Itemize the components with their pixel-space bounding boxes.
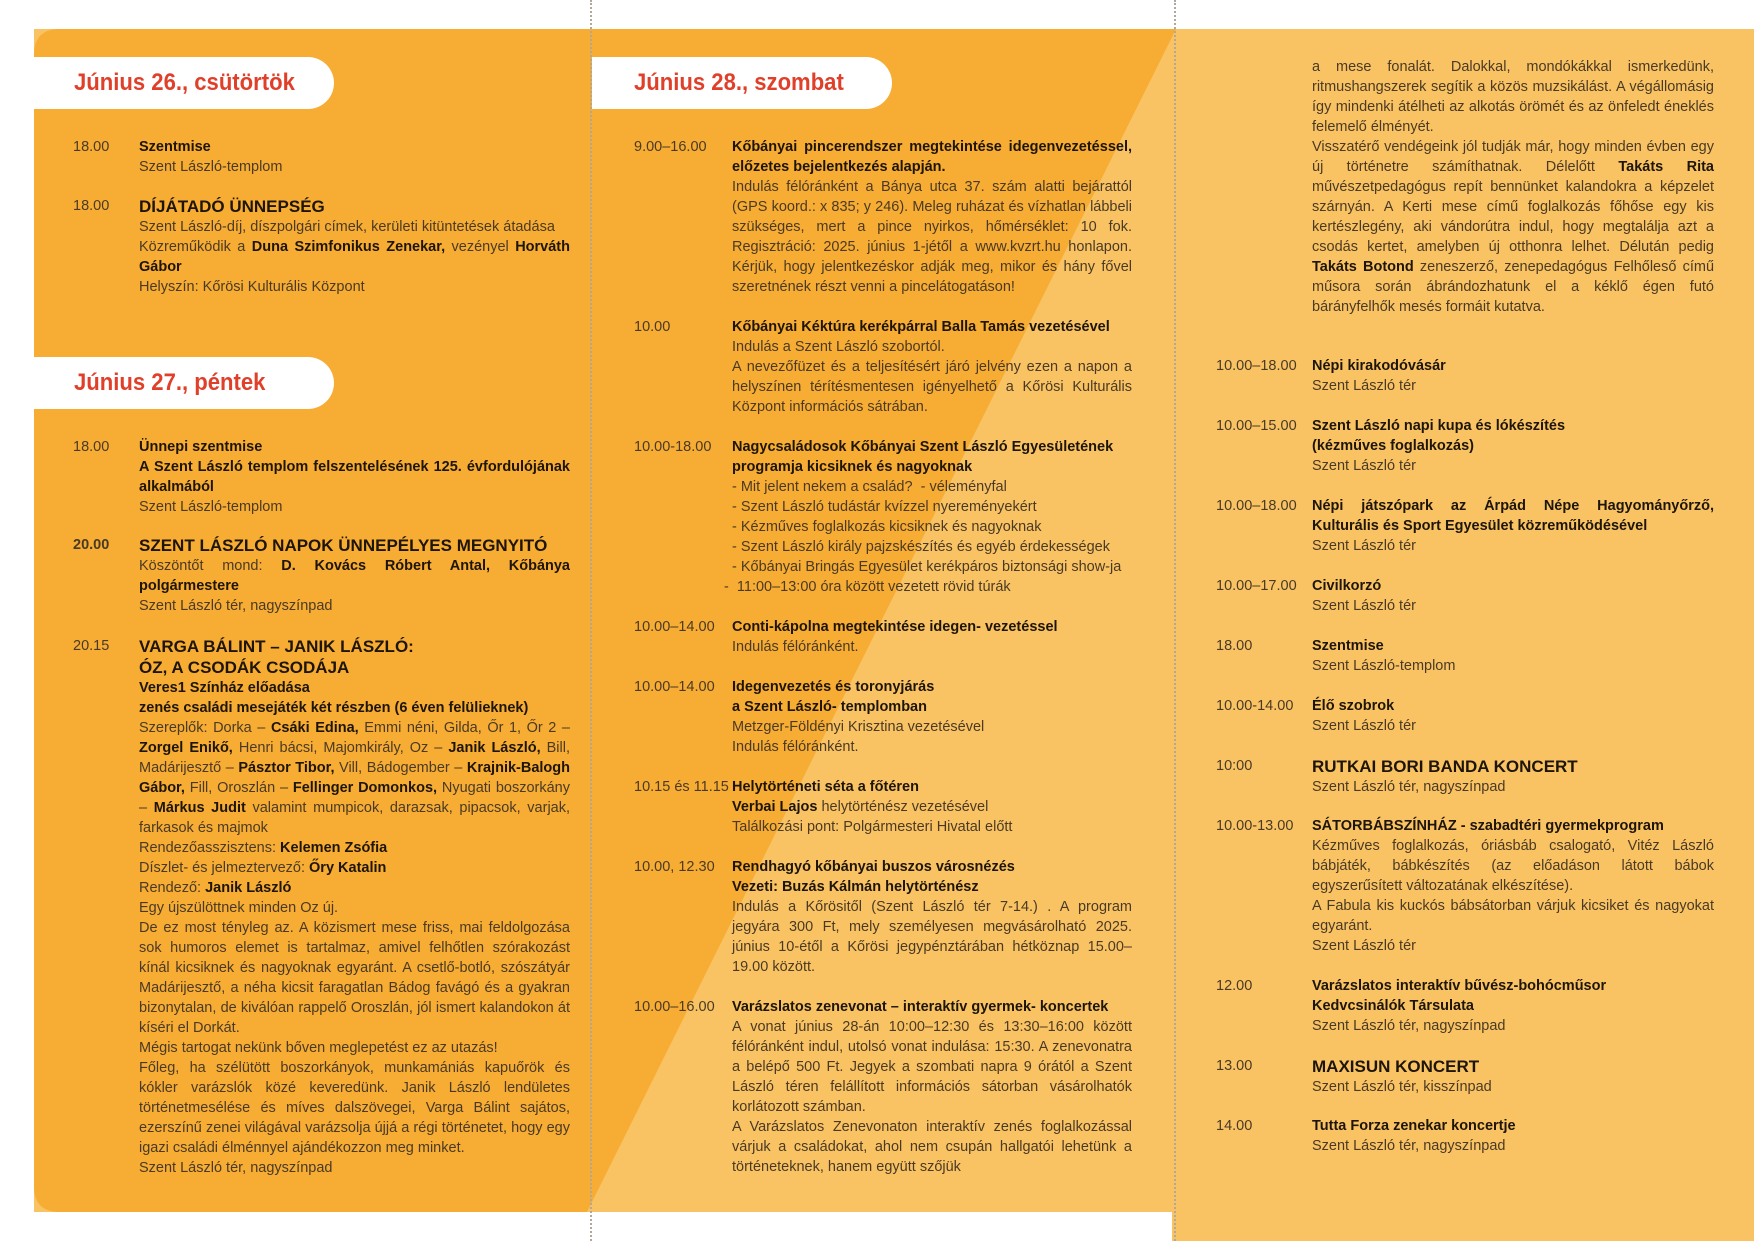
- fold-line-2: [1174, 0, 1176, 1241]
- event-text: Szent László-díj, díszpolgári címek, kerületi kitüntetések átadása: [139, 219, 555, 235]
- text-bold: Pásztor Tibor,: [238, 760, 335, 776]
- event-title: Helytörténeti séta a főtéren: [732, 779, 919, 795]
- event: [634, 777, 1132, 837]
- event-time: 12.00: [1216, 978, 1253, 994]
- event-text: A Fabula kis kuckós bábsátorban várjuk kicsiket és nagyokat egyaránt.: [1312, 898, 1714, 934]
- event-time: 18.00: [73, 439, 110, 455]
- event-time: 10.00-14.00: [1216, 698, 1294, 714]
- event-text: Indulás félóránként a Bánya utca 37. szám alatti bejárattól (GPS koord.: x 835; y 246). Meleg ruházat és vízhatlan lábbeli szükséges, mert a pince nyirkos, hőmérséklet: 10 fok. Regisztráció: 2025. június 1-jétől a www.kvzrt.hu honlapon. Kérjük, hogy jelentkezéskor adják meg, mikor és hány fővel szeretnének részt venni a pincelátogatáson!: [732, 179, 1132, 295]
- event-time: 10.00–18.00: [1216, 358, 1297, 374]
- text-part: Rendező:: [139, 880, 206, 896]
- event-time: 18.00: [73, 198, 110, 214]
- event-time: 10.00–14.00: [634, 679, 715, 695]
- event-text: [139, 237, 570, 277]
- event-text: A Varázslatos Zenevonaton interaktív zenés foglalkozással várjuk a családokat, ahol nem csupán hallgatói lehetünk a történeteknek, hanem együtt szőjük: [732, 1119, 1132, 1175]
- event-place: Szent László-templom: [139, 499, 283, 515]
- program-item: - Kézműves foglalkozás kicsiknek és nagyoknak: [732, 519, 1042, 535]
- event-title: ÓZ, A CSODÁK CSODÁJA: [139, 658, 350, 677]
- event-place: Szent László tér: [1312, 938, 1416, 954]
- event-title: Vezeti: Buzás Kálmán helytörténész: [732, 879, 979, 895]
- event: [634, 997, 1132, 1177]
- event-time: 14.00: [1216, 1118, 1253, 1134]
- continued-text: [1312, 57, 1714, 317]
- text-part: Vill, Bádogember –: [334, 760, 467, 776]
- event: [73, 636, 570, 1178]
- event: [1216, 696, 1714, 736]
- event: [73, 137, 570, 177]
- event-time: 18.00: [73, 139, 110, 155]
- event-subtitle: A Szent László templom felszentelésének 125. évfordulójának alkalmából: [139, 459, 570, 495]
- event-text: Találkozási pont: Polgármesteri Hivatal előtt: [732, 819, 1013, 835]
- event-title: Civilkorzó: [1312, 578, 1382, 594]
- event-title: Élő szobrok: [1312, 698, 1395, 714]
- event-text: A vonat június 28-án 10:00–12:30 és 13:30–16:00 között félóránként indul, utolsó vonat indulása: 15:30. A zenevonatra a belépő 500 Ft. Jegyek a szombati napra 9 órától a Szent László téren felállított információs sátorban vásárolhatók korlátozott számban.: [732, 1019, 1132, 1115]
- text-bold: Janik László: [205, 880, 292, 896]
- event-subtitle: Veres1 Színház előadása: [139, 680, 310, 696]
- text-bold: Kelemen Zsófia: [280, 840, 388, 856]
- text-bold: Krajnik-Balogh Gábor,: [139, 760, 570, 796]
- event-time: 10.15 és 11.15: [634, 779, 729, 795]
- text-part: Szereplők: Dorka –: [139, 720, 271, 736]
- text-part: Emmi néni, Gilda, Őr 1, Őr 2 –: [358, 720, 570, 736]
- event-text: [139, 556, 570, 596]
- credit: [139, 858, 570, 878]
- day-title: Június 27., péntek: [74, 369, 266, 396]
- credit: [139, 838, 570, 858]
- event: [1216, 976, 1714, 1036]
- program-item: - 11:00–13:00 óra között vezetett rövid túrák: [724, 579, 1011, 595]
- event-text: Indulás félóránként.: [732, 739, 859, 755]
- text-bold: Duna Szimfonikus Zenekar,: [251, 239, 446, 255]
- event-time: 10.00–14.00: [634, 619, 715, 635]
- event-title: a Szent László- templomban: [732, 699, 927, 715]
- event: [634, 137, 1132, 297]
- event-title: Nagycsaládosok Kőbányai Szent László Egyesületének programja kicsiknek és nagyoknak: [732, 439, 1114, 475]
- event-title: Varázslatos zenevonat – interaktív gyermek- koncertek: [732, 999, 1109, 1015]
- event: [73, 535, 570, 616]
- program-item: - Szent László tudástár kvízzel nyereményekért: [732, 499, 1037, 515]
- event-place: Szent László tér, nagyszínpad: [1312, 779, 1506, 795]
- event-time: 10.00–18.00: [1216, 498, 1297, 514]
- event-title: Szentmise: [1312, 638, 1384, 654]
- event-time: 13.00: [1216, 1058, 1253, 1074]
- event-title: Rendhagyó kőbányai buszos városnézés: [732, 859, 1015, 875]
- program-item: - Kőbányai Bringás Egyesület kerékpáros biztonsági show-ja: [732, 559, 1122, 575]
- event-time: 10:00: [1216, 758, 1253, 774]
- text-part: Visszatérő vendégeink jól tudják már, hogy minden évben egy új történetre számíthatnak. Délelőtt: [1312, 139, 1714, 175]
- event-place: Szent László-templom: [1312, 658, 1456, 674]
- event-title: Conti-kápolna megtekintése idegen- vezetéssel: [732, 619, 1058, 635]
- event-time: 10.00-18.00: [634, 439, 712, 455]
- event-place: Szent László tér, kisszínpad: [1312, 1079, 1492, 1095]
- text-part: valamint mumpicok, darazsak, pipacsok, varjak, farkasok és majmok: [139, 800, 571, 836]
- event-text: Kézműves foglalkozás, óriásbáb csalogató, Vitéz László bábjáték, bábkészítés (az előadáson látott bábok egyszerűsített változatának elkészítése).: [1312, 838, 1714, 894]
- event: [1216, 756, 1714, 797]
- text-part: Díszlet- és jelmeztervező:: [139, 860, 310, 876]
- text-part: Köszöntőt mond:: [139, 558, 282, 574]
- event: [634, 317, 1132, 417]
- description: De ez most tényleg az. A közismert mese friss, mai feldolgozása sok humoros elemet is tartalmaz, amivel felhőtlen szórakozást kínál kicsiknek és nagyoknak egyaránt. A csetlő-botló, szószátyár Madárijesztő, a néha kicsit faragatlan Bádog favágó és a gyakran bizonytalan, de kiválóan rappelő Oroszlán, jól ismert kalandokon át kíséri el Dorkát.: [139, 920, 570, 1036]
- event-title: Varázslatos interaktív bűvész-bohócműsor: [1312, 978, 1607, 994]
- event: [634, 617, 1132, 657]
- text-bold: Csáki Edina,: [270, 720, 359, 736]
- event: [1216, 496, 1714, 556]
- description: Főleg, ha szélütött boszorkányok, munkamániás kapuőrök és kókler varázslók közé keveredünk. Janik László lendületes történetmesélése és míves dalszövegei, Varga Bálint sajátos, ezerszínű zenei világával varázsolja újjá a régi történetet, hogy egy igazi családi élménnyel ajándékozzon meg minket.: [139, 1060, 570, 1156]
- event-time: 18.00: [1216, 638, 1253, 654]
- event-text: a mese fonalát. Dalokkal, mondókákkal ismerkedünk, ritmushangszerek segítik a közös muzsikálást. A végállomásig így mindenki átélheti az alkotás örömét és az önfeledt éneklés felemelő élményét.: [1312, 59, 1714, 135]
- event-time: 10.00, 12.30: [634, 859, 715, 875]
- event-title: SÁTORBÁBSZÍNHÁZ - szabadtéri gyermekprogram: [1312, 818, 1664, 834]
- event-text: Metzger-Földényi Krisztina vezetésével: [732, 719, 985, 735]
- event-time: 10.00-13.00: [1216, 818, 1294, 834]
- event-title: DÍJÁTADÓ ÜNNEPSÉG: [139, 197, 325, 216]
- day-title: Június 28., szombat: [634, 69, 844, 96]
- program-item: - Mit jelent nekem a család? - véleményfal: [732, 479, 1007, 495]
- credit: [139, 878, 570, 898]
- event: [1216, 416, 1714, 476]
- event-subtitle: zenés családi mesejáték két részben (6 éven felülieknek): [139, 700, 529, 716]
- text-bold: Zorgel Enikő,: [139, 740, 233, 756]
- description: Mégis tartogat nekünk bőven meglepetést ez az utazás!: [139, 1040, 498, 1056]
- event: [634, 857, 1132, 977]
- text-bold: Horváth Gábor: [139, 239, 570, 275]
- text-bold: Takáts Rita: [1618, 159, 1714, 175]
- text-bold: Takáts Botond: [1312, 259, 1414, 275]
- event: [1216, 1056, 1714, 1097]
- description: Egy újszülöttnek minden Oz új.: [139, 900, 339, 916]
- event-text: [1312, 137, 1714, 317]
- event-text: Indulás félóránként.: [732, 639, 859, 655]
- program-item: - Szent László király pajzskészítés és egyéb érdekességek: [732, 539, 1110, 555]
- event-place: Szent László tér, nagyszínpad: [139, 598, 333, 614]
- event: [1216, 576, 1714, 616]
- text-bold: Fellinger Domonkos,: [292, 780, 438, 796]
- event-title: Ünnepi szentmise: [139, 439, 263, 455]
- event-time: 10.00–15.00: [1216, 418, 1297, 434]
- event-place: Helyszín: Kőrösi Kulturális Központ: [139, 279, 365, 295]
- event-place: Szent László tér: [1312, 718, 1416, 734]
- event-time: 9.00–16.00: [634, 139, 707, 155]
- event: [1216, 816, 1714, 956]
- event: [73, 437, 570, 517]
- text-part: helytörténész vezetésével: [817, 799, 989, 815]
- event: [634, 437, 1132, 597]
- event-text: A nevezőfüzet és a teljesítésért járó jelvény ezen a napon a helyszínen térítésmentesen igényelhető a Kőrösi Kulturális Központ információs sátrában.: [732, 359, 1132, 415]
- text-part: Henri bácsi, Majomkirály, Oz –: [232, 740, 449, 756]
- event: [1216, 636, 1714, 676]
- event-place: Szent László tér: [1312, 598, 1416, 614]
- text-bold: Őry Katalin: [309, 860, 387, 876]
- event-title: Kőbányai Kéktúra kerékpárral Balla Tamás vezetésével: [732, 319, 1110, 335]
- event-title: Kőbányai pincerendszer megtekintése idegenvezetéssel, előzetes bejelentkezés alapján.: [732, 139, 1132, 175]
- fold-line-1: [590, 0, 592, 1241]
- event-time: 10.00: [634, 319, 671, 335]
- event-place: Szent László tér, nagyszínpad: [1312, 1018, 1506, 1034]
- event-place: Szent László tér: [1312, 378, 1416, 394]
- event: [634, 677, 1132, 757]
- text-bold: Verbai Lajos: [732, 799, 818, 815]
- event-place: Szent László tér, nagyszínpad: [1312, 1138, 1506, 1154]
- event-title: Tutta Forza zenekar koncertje: [1312, 1118, 1516, 1134]
- event-time: 10.00–17.00: [1216, 578, 1297, 594]
- event-title: Idegenvezetés és toronyjárás: [732, 679, 935, 695]
- event-title: Kedvcsinálók Társulata: [1312, 998, 1474, 1014]
- event: [1216, 1116, 1714, 1156]
- event-title: VARGA BÁLINT – JANIK LÁSZLÓ:: [139, 637, 414, 656]
- text-part: vezényel: [445, 239, 516, 255]
- event-time: 10.00–16.00: [634, 999, 715, 1015]
- text-bold: D. Kovács Róbert Antal, Kőbánya polgármestere: [139, 558, 570, 594]
- text-bold: Janik László,: [448, 740, 541, 756]
- text-bold: Márkus Judit: [153, 800, 246, 816]
- day-header-jun26: [34, 57, 334, 109]
- event-place: Szent László tér: [1312, 458, 1416, 474]
- event-title: RUTKAI BORI BANDA KONCERT: [1312, 757, 1578, 776]
- cast-list: [139, 718, 570, 838]
- event-text: [732, 797, 1132, 817]
- event-time: 20.00: [73, 537, 110, 553]
- text-part: zeneszerző, zenepedagógus Felhőleső című műsora során ábrándozhatunk el a kéklő égen futó bárányfelhők mesés formáit kutatva.: [1312, 259, 1715, 315]
- event: [1216, 356, 1714, 396]
- event-place: Szent László tér: [1312, 538, 1416, 554]
- event-time: 20.15: [73, 638, 110, 654]
- event-title: Népi játszópark az Árpád Népe Hagyományőrző, Kulturális és Sport Egyesület közreműködésével: [1312, 498, 1714, 534]
- event-title: SZENT LÁSZLÓ NAPOK ÜNNEPÉLYES MEGNYITÓ: [139, 536, 548, 555]
- text-part: Rendezőasszisztens:: [139, 840, 281, 856]
- event-text: Indulás a Kőrösitől (Szent László tér 7-14.) . A program jegyára 300 Ft, mely személyesen megvásárolható 2025. június 10-étől a Kőrösi jegypénztárában hétköznap 15.00–19.00 között.: [732, 899, 1132, 975]
- text-part: Közreműködik a: [139, 239, 252, 255]
- text-part: Nyugati boszorkány –: [139, 780, 570, 816]
- event: [73, 196, 570, 297]
- event-title: Népi kirakodóvásár: [1312, 358, 1446, 374]
- event-place: Szent László-templom: [139, 159, 283, 175]
- day-title: Június 26., csütörtök: [74, 69, 295, 96]
- event-text: Indulás a Szent László szobortól.: [732, 339, 945, 355]
- text-part: Fill, Oroszlán –: [184, 780, 293, 796]
- day-header-jun27: [34, 357, 334, 409]
- text-part: művészetpedagógus repít bennünket kalandokra a képzelet szárnyán. A Kerti mese című foglalkozás főhőse egy kis kertészlegény, aki vándorútra indul, hogy megtalálja azt a csodás kertet, amelyben új otthonra lelhet. Délután pedig: [1312, 179, 1714, 255]
- day-header-jun28: [592, 57, 892, 109]
- event-place: Szent László tér, nagyszínpad: [139, 1160, 333, 1176]
- event-title: MAXISUN KONCERT: [1312, 1057, 1480, 1076]
- text-part: Bill, Madárijesztő –: [139, 740, 570, 776]
- event-title: Szentmise: [139, 139, 211, 155]
- event-title: Szent László napi kupa és lókészítés (kézműves foglalkozás): [1312, 418, 1566, 454]
